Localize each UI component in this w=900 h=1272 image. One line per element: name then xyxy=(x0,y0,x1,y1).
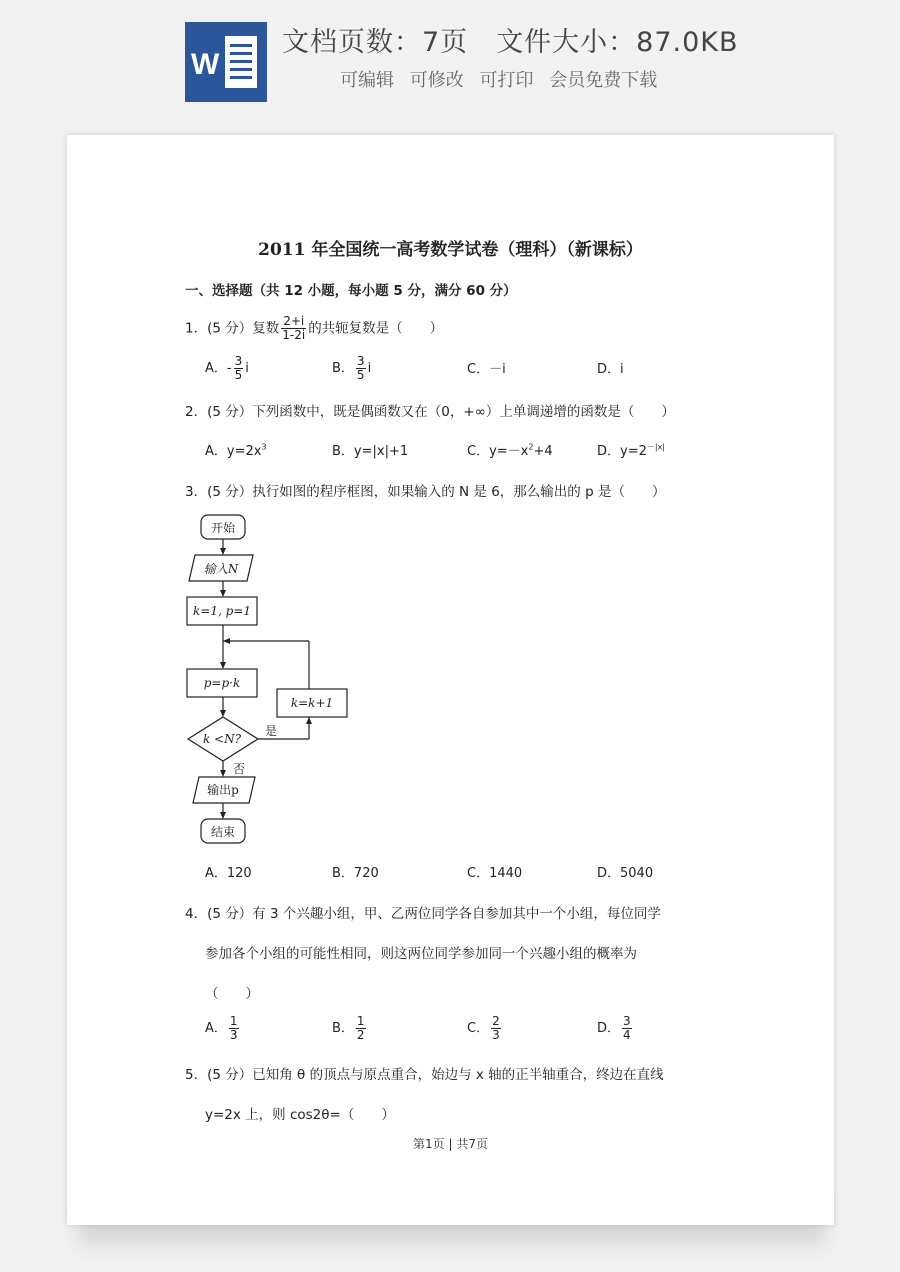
flow-start-label: 开始 xyxy=(210,521,236,535)
q2-a-sup: 3 xyxy=(261,442,267,452)
svg-text:W: W xyxy=(191,48,220,81)
feature-modifiable: 可修改 xyxy=(409,70,464,91)
q1-option-d: D．i xyxy=(597,362,624,377)
q3-option-d: D．5040 xyxy=(597,866,654,881)
q4-d-num: 3 xyxy=(623,1014,631,1028)
q2-option-b: B．y=|x|+1 xyxy=(332,444,409,459)
flow-no-label: 否 xyxy=(233,762,246,776)
q2-option-c xyxy=(467,440,553,459)
q3-option-c: C．1440 xyxy=(467,866,523,881)
question-1 xyxy=(185,315,443,342)
q1-b-fraction xyxy=(356,355,366,382)
q1-a-label: A． xyxy=(205,361,227,376)
q1-option-b xyxy=(332,355,371,382)
question-2: 2．(5 分）下列函数中，既是偶函数又在（0，+∞）上单调递增的函数是（ ） xyxy=(185,404,675,420)
feature-list xyxy=(340,66,667,92)
flow-inc-label: k=k+1 xyxy=(290,696,334,710)
flow-output-label: 输出p xyxy=(207,783,239,797)
document-page xyxy=(67,135,834,1225)
q4-a-den: 3 xyxy=(229,1028,238,1042)
q1-a-num: 3 xyxy=(234,354,243,368)
q1-fraction xyxy=(281,315,306,342)
section-heading: 一、选择题（共 12 小题，每小题 5 分，满分 60 分） xyxy=(185,283,517,299)
q4-a-label: A． xyxy=(205,1021,227,1036)
flow-init-label: k=1, p=1 xyxy=(193,604,251,618)
q1-b-den: 5 xyxy=(356,368,365,382)
question-5-line-2: y=2x 上，则 cos2θ=（ ） xyxy=(205,1107,395,1123)
q2-c-base: C．y=－x xyxy=(467,444,529,459)
file-size: 文件大小：87.0KB xyxy=(496,27,739,58)
q4-c-label: C． xyxy=(467,1021,490,1036)
q1-b-label: B． xyxy=(332,361,354,376)
question-4-line-3: （ ） xyxy=(205,986,259,1002)
q4-b-den: 2 xyxy=(356,1028,365,1042)
q1-b-num: 3 xyxy=(356,354,365,368)
q2-d-base: D．y=2 xyxy=(597,444,647,459)
q4-c-fraction xyxy=(491,1015,501,1042)
flow-cond-label: k <N? xyxy=(202,732,242,746)
q1-option-c: C．－i xyxy=(467,362,506,377)
q4-option-c xyxy=(467,1015,503,1042)
flowchart xyxy=(181,511,431,851)
feature-printable: 可打印 xyxy=(479,70,534,91)
q2-c-tail: +4 xyxy=(533,444,553,459)
q1-option-a xyxy=(205,355,249,382)
q3-option-a: A．120 xyxy=(205,866,252,881)
q1-prefix: 1．(5 分）复数 xyxy=(185,320,280,337)
page-count: 文档页数：7页 xyxy=(282,27,469,58)
flow-body-label: p=p·k xyxy=(203,676,241,690)
flow-yes-label: 是 xyxy=(265,724,278,738)
q2-a-base: A．y=2x xyxy=(205,444,262,459)
q2-option-a xyxy=(205,440,267,459)
q4-d-label: D． xyxy=(597,1021,621,1036)
q4-b-label: B． xyxy=(332,1021,354,1036)
q1-a-den: 5 xyxy=(234,368,243,382)
q2-option-d xyxy=(597,440,665,459)
flow-input-label: 输入N xyxy=(203,562,239,576)
q1-suffix: 的共轭复数是（ ） xyxy=(308,320,444,337)
q4-a-fraction xyxy=(229,1015,239,1042)
question-3: 3．(5 分）执行如图的程序框图，如果输入的 N 是 6，那么输出的 p 是（ ） xyxy=(185,484,666,500)
page-footer: 第1页 | 共7页 xyxy=(413,1137,488,1151)
q1-a-fraction xyxy=(234,355,244,382)
feature-editable: 可编辑 xyxy=(340,70,394,91)
q4-b-num: 1 xyxy=(356,1014,365,1028)
word-doc-icon xyxy=(185,22,267,102)
flow-end-label: 结束 xyxy=(210,825,236,839)
banner-title xyxy=(282,20,739,59)
q1-frac-den: 1-2i xyxy=(282,328,306,342)
question-4-line-1: 4．(5 分）有 3 个兴趣小组，甲、乙两位同学各自参加其中一个小组，每位同学 xyxy=(185,906,661,922)
q4-b-fraction xyxy=(356,1015,366,1042)
question-5-line-1: 5．(5 分）已知角 θ 的顶点与原点重合，始边与 x 轴的正半轴重合，终边在直线 xyxy=(185,1067,664,1083)
q4-d-den: 4 xyxy=(623,1028,631,1042)
q4-option-d xyxy=(597,1015,634,1042)
header-banner xyxy=(0,0,900,120)
q1-frac-num: 2+i xyxy=(283,314,305,328)
q4-c-num: 2 xyxy=(492,1014,500,1028)
question-4-line-2: 参加各个小组的可能性相同，则这两位同学参加同一个兴趣小组的概率为 xyxy=(205,946,637,962)
q4-a-num: 1 xyxy=(229,1014,238,1028)
q4-d-fraction xyxy=(622,1015,632,1042)
q4-option-b xyxy=(332,1015,368,1042)
q2-c-sup: 2 xyxy=(528,442,534,452)
q1-a-unit: i xyxy=(245,361,249,376)
q3-option-b: B．720 xyxy=(332,866,379,881)
doc-title: 2011 年全国统一高考数学试卷（理科）（新课标） xyxy=(258,240,643,260)
q4-option-a xyxy=(205,1015,241,1042)
q2-d-sup: －|x| xyxy=(646,442,665,452)
q1-a-sign: - xyxy=(226,361,232,376)
q4-c-den: 3 xyxy=(492,1028,500,1042)
feature-free-download: 会员免费下载 xyxy=(549,70,658,91)
q1-b-unit: i xyxy=(367,361,372,376)
